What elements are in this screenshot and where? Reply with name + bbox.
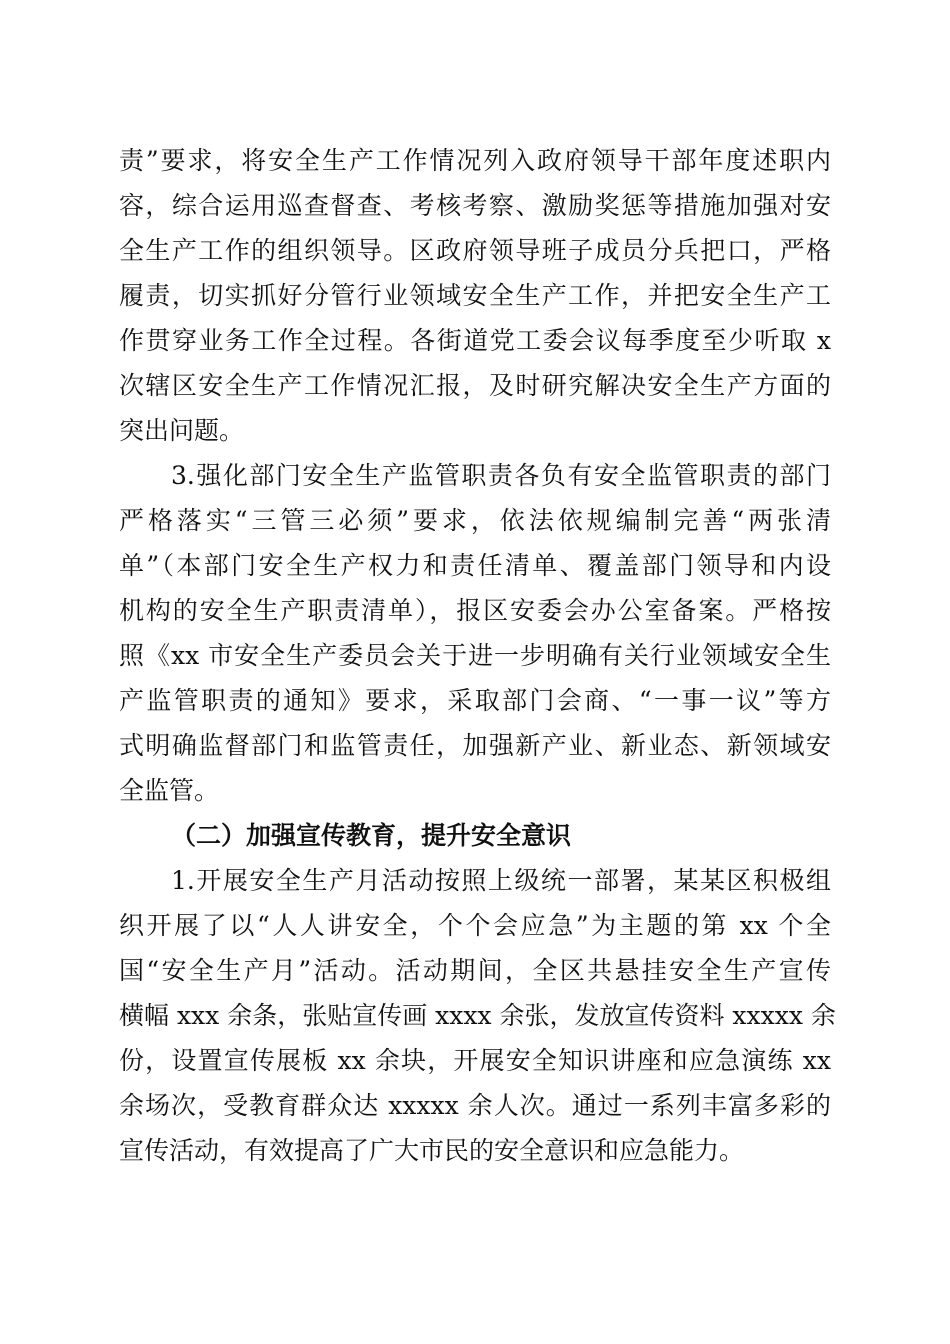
paragraph-2-line-6: 产监管职责的通知》要求，采取部门会商、“一事一议”等方 (119, 686, 831, 715)
paragraph-1-line-5: 作贯穿业务工作全过程。各街道党工委会议每季度至少听取 x (119, 326, 831, 355)
paragraph-2-line-1: 3.强化部门安全生产监管职责各负有安全监管职责的部门 (171, 461, 831, 490)
paragraph-2-line-8: 全监管。 (119, 776, 220, 805)
paragraph-1-line-4: 履责，切实抓好分管行业领域安全生产工作，并把安全生产工 (119, 281, 831, 310)
paragraph-1-line-3: 全生产工作的组织领导。区政府领导班子成员分兵把口，严格 (119, 236, 831, 265)
paragraph-1-line-7: 突出问题。 (119, 416, 245, 445)
paragraph-3-line-2: 织开展了以“人人讲安全，个个会应急”为主题的第 xx 个全 (119, 911, 831, 940)
paragraph-1-line-2: 容，综合运用巡查督查、考核考察、激励奖惩等措施加强对安 (119, 191, 831, 220)
paragraph-2-line-3: 单”（本部门安全生产权力和责任清单、覆盖部门领导和内设 (119, 551, 831, 580)
paragraph-2-line-7: 式明确监督部门和监管责任，加强新产业、新业态、新领域安 (119, 731, 831, 760)
paragraph-2-line-4: 机构的安全生产职责清单），报区安委会办公室备案。严格按 (119, 596, 831, 625)
paragraph-1-line-6: 次辖区安全生产工作情况汇报，及时研究解决安全生产方面的 (119, 371, 831, 400)
paragraph-1-line-1: 责”要求，将安全生产工作情况列入政府领导干部年度述职内 (119, 146, 831, 175)
paragraph-3-line-6: 余场次，受教育群众达 xxxxx 余人次。通过一系列丰富多彩的 (119, 1091, 831, 1120)
paragraph-3-line-7: 宣传活动，有效提高了广大市民的安全意识和应急能力。 (119, 1136, 745, 1165)
paragraph-3-line-4: 横幅 xxx 余条，张贴宣传画 xxxx 余张，发放宣传资料 xxxxx 余 (119, 1001, 836, 1030)
paragraph-3-line-1: 1.开展安全生产月活动按照上级统一部署，某某区积极组 (171, 866, 831, 895)
paragraph-2-line-5: 照《xx 市安全生产委员会关于进一步明确有关行业领域安全生 (119, 641, 831, 670)
paragraph-3-line-3: 国“安全生产月”活动。活动期间，全区共悬挂安全生产宣传 (119, 956, 831, 985)
paragraph-3-line-5: 份，设置宣传展板 xx 余块，开展安全知识讲座和应急演练 xx (119, 1046, 831, 1075)
section-heading: （二）加强宣传教育，提升安全意识 (171, 821, 572, 850)
paragraph-2-line-2: 严格落实“三管三必须”要求，依法依规编制完善“两张清 (119, 506, 831, 535)
